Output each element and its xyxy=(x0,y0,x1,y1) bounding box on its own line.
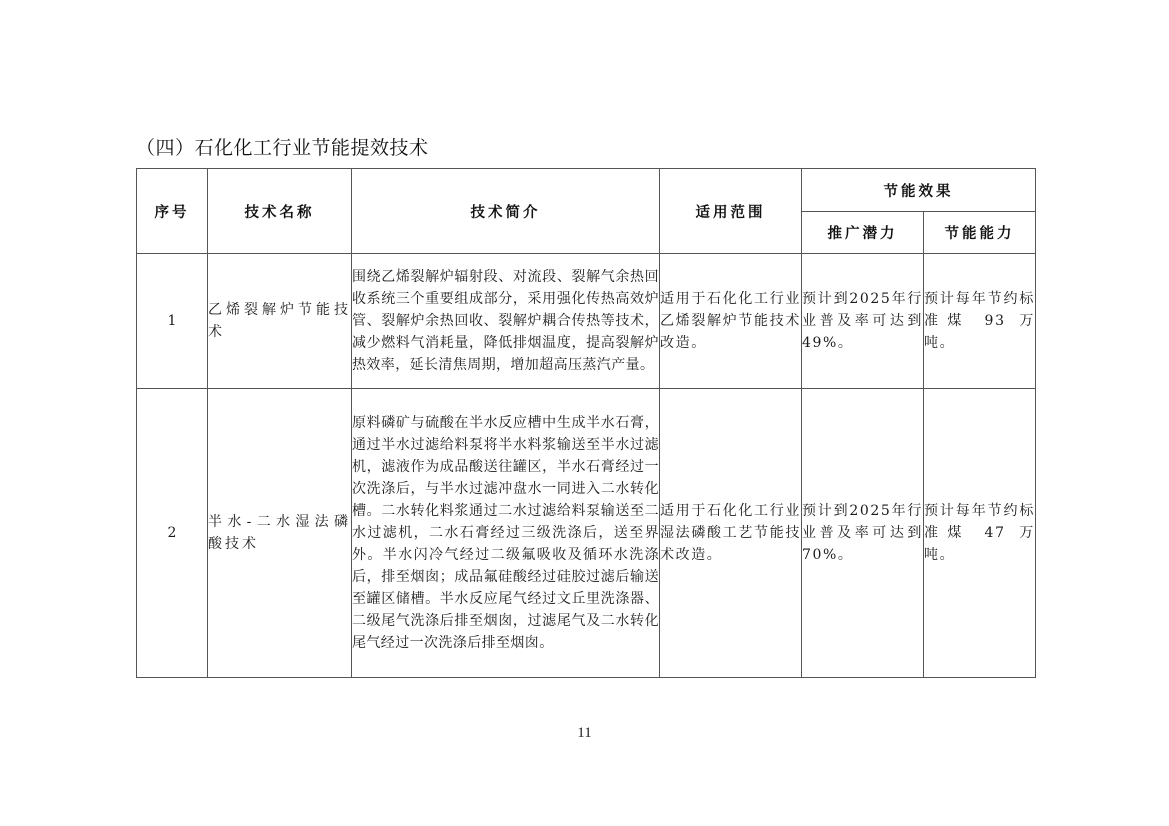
header-name: 技术名称 xyxy=(208,169,352,254)
cell-scope: 适用于石化化工行业乙烯裂解炉节能技术改造。 xyxy=(660,254,802,389)
table-header-row xyxy=(137,169,1036,212)
cell-description: 原料磷矿与硫酸在半水反应槽中生成半水石膏，通过半水过滤给料泵将半水料浆输送至半水过滤机，滤液作为成品酸送往罐区，半水石膏经过一次洗涤后，与半水过滤冲盘水一同进入二水转化槽。二水转化料浆通过二水过滤给料泵输送至二水过滤机，二水石膏经过三级洗涤后，送至界外。半水闪冷气经过二级氟吸收及循环水洗涤后，排至烟囱；成品氟硅酸经过硅胶过滤后输送至罐区储槽。半水反应尾气经过文丘里洗涤器、二级尾气洗涤后排至烟囱，过滤尾气及二水转化尾气经过一次洗涤后排至烟囱。 xyxy=(352,389,660,678)
header-description: 技术简介 xyxy=(352,169,660,254)
cell-index: 2 xyxy=(137,389,208,678)
header-index: 序号 xyxy=(137,169,208,254)
cell-potential: 预计到2025年行业普及率可达到70%。 xyxy=(802,389,924,678)
cell-scope: 适用于石化化工行业湿法磷酸工艺节能技术改造。 xyxy=(660,389,802,678)
technology-table xyxy=(136,168,1036,678)
cell-capacity: 预计每年节约标准煤 47 万吨。 xyxy=(924,389,1036,678)
table-row xyxy=(137,254,1036,389)
table-row xyxy=(137,389,1036,678)
header-scope: 适用范围 xyxy=(660,169,802,254)
header-potential: 推广潜力 xyxy=(802,212,924,254)
cell-potential: 预计到2025年行业普及率可达到49%。 xyxy=(802,254,924,389)
cell-index: 1 xyxy=(137,254,208,389)
cell-name: 半水-二水湿法磷酸技术 xyxy=(208,389,352,678)
page-number: 11 xyxy=(577,725,592,741)
cell-description: 围绕乙烯裂解炉辐射段、对流段、裂解气余热回收系统三个重要组成部分，采用强化传热高效炉管、裂解炉余热回收、裂解炉耦合传热等技术，减少燃料气消耗量，降低排烟温度，提高裂解炉热效率，延长清焦周期，增加超高压蒸汽产量。 xyxy=(352,254,660,389)
section-title: （四）石化化工行业节能提效技术 xyxy=(136,137,429,159)
header-effect-group: 节能效果 xyxy=(802,169,1036,212)
cell-capacity: 预计每年节约标准煤 93 万吨。 xyxy=(924,254,1036,389)
cell-name: 乙烯裂解炉节能技术 xyxy=(208,254,352,389)
header-capacity: 节能能力 xyxy=(924,212,1036,254)
